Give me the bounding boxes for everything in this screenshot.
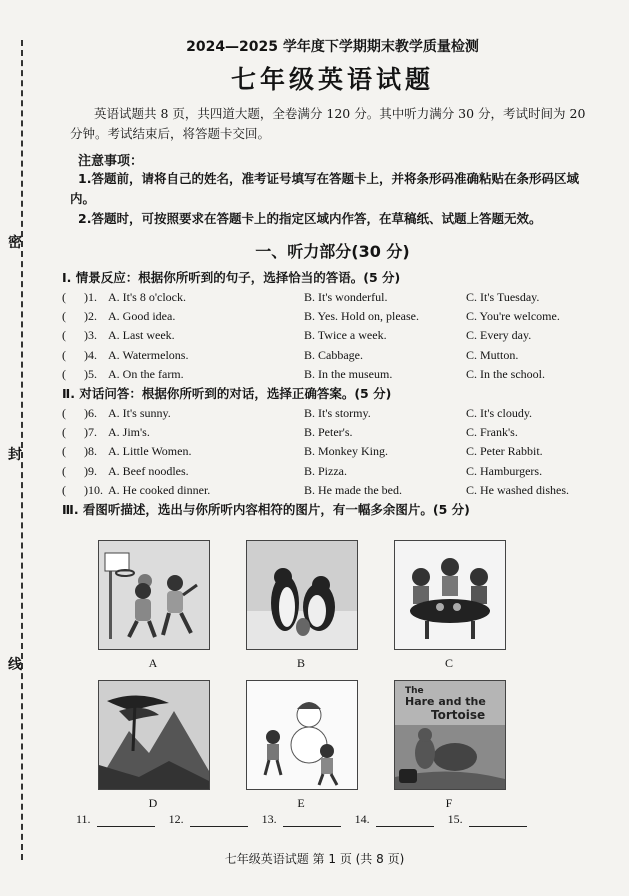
answer-number: 11. [76, 812, 91, 826]
answer-number: 15. [447, 812, 463, 826]
section-title: Ⅱ. 对话问答：根据你所听到的对话，选择正确答案。(5 分) [62, 386, 392, 402]
note-item: 1.答题前，请将自己的姓名，准考证号填写在答题卡上，并将条形码准确粘贴在条形码区域内。 [70, 171, 579, 206]
picture-grid [98, 540, 508, 810]
picture-label: E [297, 796, 305, 810]
seal-char-xian: 线 [8, 657, 22, 673]
picture-label: F [445, 796, 453, 810]
kids-basketball-icon [98, 540, 210, 650]
option-b: B. It's stormy. [304, 406, 371, 421]
option-b: B. Twice a week. [304, 328, 387, 343]
answer-bracket[interactable]: ( )10. [62, 482, 103, 497]
seal-char-mi: 密 [8, 235, 22, 251]
option-c: C. Every day. [466, 328, 532, 343]
question-row [62, 404, 595, 423]
option-a: A. Little Women. [108, 444, 192, 459]
page-footer: 七年级英语试题 第 1 页 (共 8 页) [224, 852, 405, 866]
picture-label: D [148, 796, 158, 810]
question-row [62, 423, 595, 442]
question-row [62, 481, 595, 500]
answer-blanks [76, 812, 546, 827]
answer-blank[interactable] [469, 814, 527, 827]
exam-page [62, 36, 595, 520]
option-b: B. Cabbage. [304, 347, 363, 362]
question-row [62, 288, 595, 307]
intro-paragraph: 英语试题共 8 页，共四道大题，全卷满分 120 分。其中听力满分 30 分，考试时间为 20 分钟。考试结束后，将答题卡交回。 [70, 106, 586, 141]
question-row [62, 346, 595, 365]
answer-bracket[interactable]: ( )5. [62, 366, 97, 381]
question-row [62, 442, 595, 461]
snowman-kids-icon [246, 680, 358, 790]
question-row [62, 326, 595, 345]
answer-blank[interactable] [190, 814, 248, 827]
option-a: A. Good idea. [108, 309, 176, 324]
question-row [62, 307, 595, 326]
option-a: A. It's 8 o'clock. [108, 290, 186, 304]
section2-questions [62, 404, 595, 500]
mountain-pine-icon [98, 680, 210, 790]
answer-number: 14. [354, 812, 370, 826]
part-title: 一、听力部分(30 分) [255, 242, 410, 261]
notes-heading: 注意事项： [78, 154, 144, 169]
answer-bracket[interactable]: ( )2. [62, 309, 97, 324]
answer-item [448, 812, 527, 827]
option-c: C. You're welcome. [466, 309, 560, 324]
option-c: C. Mutton. [466, 347, 519, 362]
option-a: A. Jim's. [108, 425, 150, 440]
book-title-word: The [405, 686, 424, 696]
book-cover-icon [394, 680, 506, 790]
penguins-icon [246, 540, 358, 650]
answer-item [262, 812, 341, 827]
option-b: B. He made the bed. [304, 482, 402, 497]
option-b: B. Peter's. [304, 425, 353, 440]
answer-item [76, 812, 155, 827]
book-title-line: Hare and the [405, 695, 486, 708]
answer-bracket[interactable]: ( )3. [62, 328, 97, 343]
answer-blank[interactable] [283, 814, 341, 827]
option-b: B. Pizza. [304, 463, 347, 478]
answer-bracket[interactable]: ( )8. [62, 444, 97, 459]
option-c: C. Peter Rabbit. [466, 444, 543, 459]
answer-bracket[interactable]: ( )7. [62, 425, 97, 440]
option-c: C. He washed dishes. [466, 482, 569, 497]
option-a: A. Watermelons. [108, 347, 189, 362]
exam-title: 七年级英语试题 [230, 65, 434, 94]
option-a: A. Last week. [108, 328, 175, 343]
answer-bracket[interactable]: ( )1. [62, 290, 97, 304]
option-c: C. In the school. [466, 366, 545, 381]
answer-blank[interactable] [97, 814, 155, 827]
picture-label: A [148, 656, 158, 670]
option-c: C. Hamburgers. [466, 463, 543, 478]
answer-number: 12. [168, 812, 184, 826]
section-title: Ⅲ. 看图听描述，选出与你所听内容相符的图片，有一幅多余图片。(5 分) [62, 502, 470, 518]
section1-questions [62, 288, 595, 384]
option-a: A. On the farm. [108, 366, 184, 381]
option-b: B. Yes. Hold on, please. [304, 309, 420, 324]
answer-item [355, 812, 434, 827]
answer-bracket[interactable]: ( )6. [62, 406, 97, 421]
answer-blank[interactable] [376, 814, 434, 827]
question-row [62, 365, 595, 384]
answer-number: 13. [261, 812, 277, 826]
option-a: A. It's sunny. [108, 406, 171, 421]
answer-bracket[interactable]: ( )4. [62, 347, 97, 362]
picture-label: B [296, 656, 305, 670]
book-title-line: Tortoise [431, 708, 486, 722]
option-b: B. In the museum. [304, 366, 393, 381]
option-c: C. It's cloudy. [466, 406, 533, 421]
option-c: C. Frank's. [466, 425, 518, 440]
exam-header-line: 2024—2025 学年度下学期期末教学质量检测 [186, 39, 479, 55]
answer-bracket[interactable]: ( )9. [62, 463, 97, 478]
seal-char-feng: 封 [8, 447, 22, 463]
question-row [62, 462, 595, 481]
option-a: A. He cooked dinner. [108, 482, 211, 497]
option-a: A. Beef noodles. [108, 463, 189, 478]
section-title: I. 情景反应：根据你所听到的句子，选择恰当的答语。(5 分) [62, 270, 401, 285]
family-dinner-icon [394, 540, 506, 650]
answer-item [169, 812, 248, 827]
option-b: B. Monkey King. [304, 444, 388, 459]
picture-label: C [444, 656, 453, 670]
option-b: B. It's wonderful. [304, 290, 388, 304]
note-item: 2.答题时，可按照要求在答题卡上的指定区域内作答，在草稿纸、试题上答题无效。 [78, 211, 542, 226]
option-c: C. It's Tuesday. [466, 290, 540, 304]
